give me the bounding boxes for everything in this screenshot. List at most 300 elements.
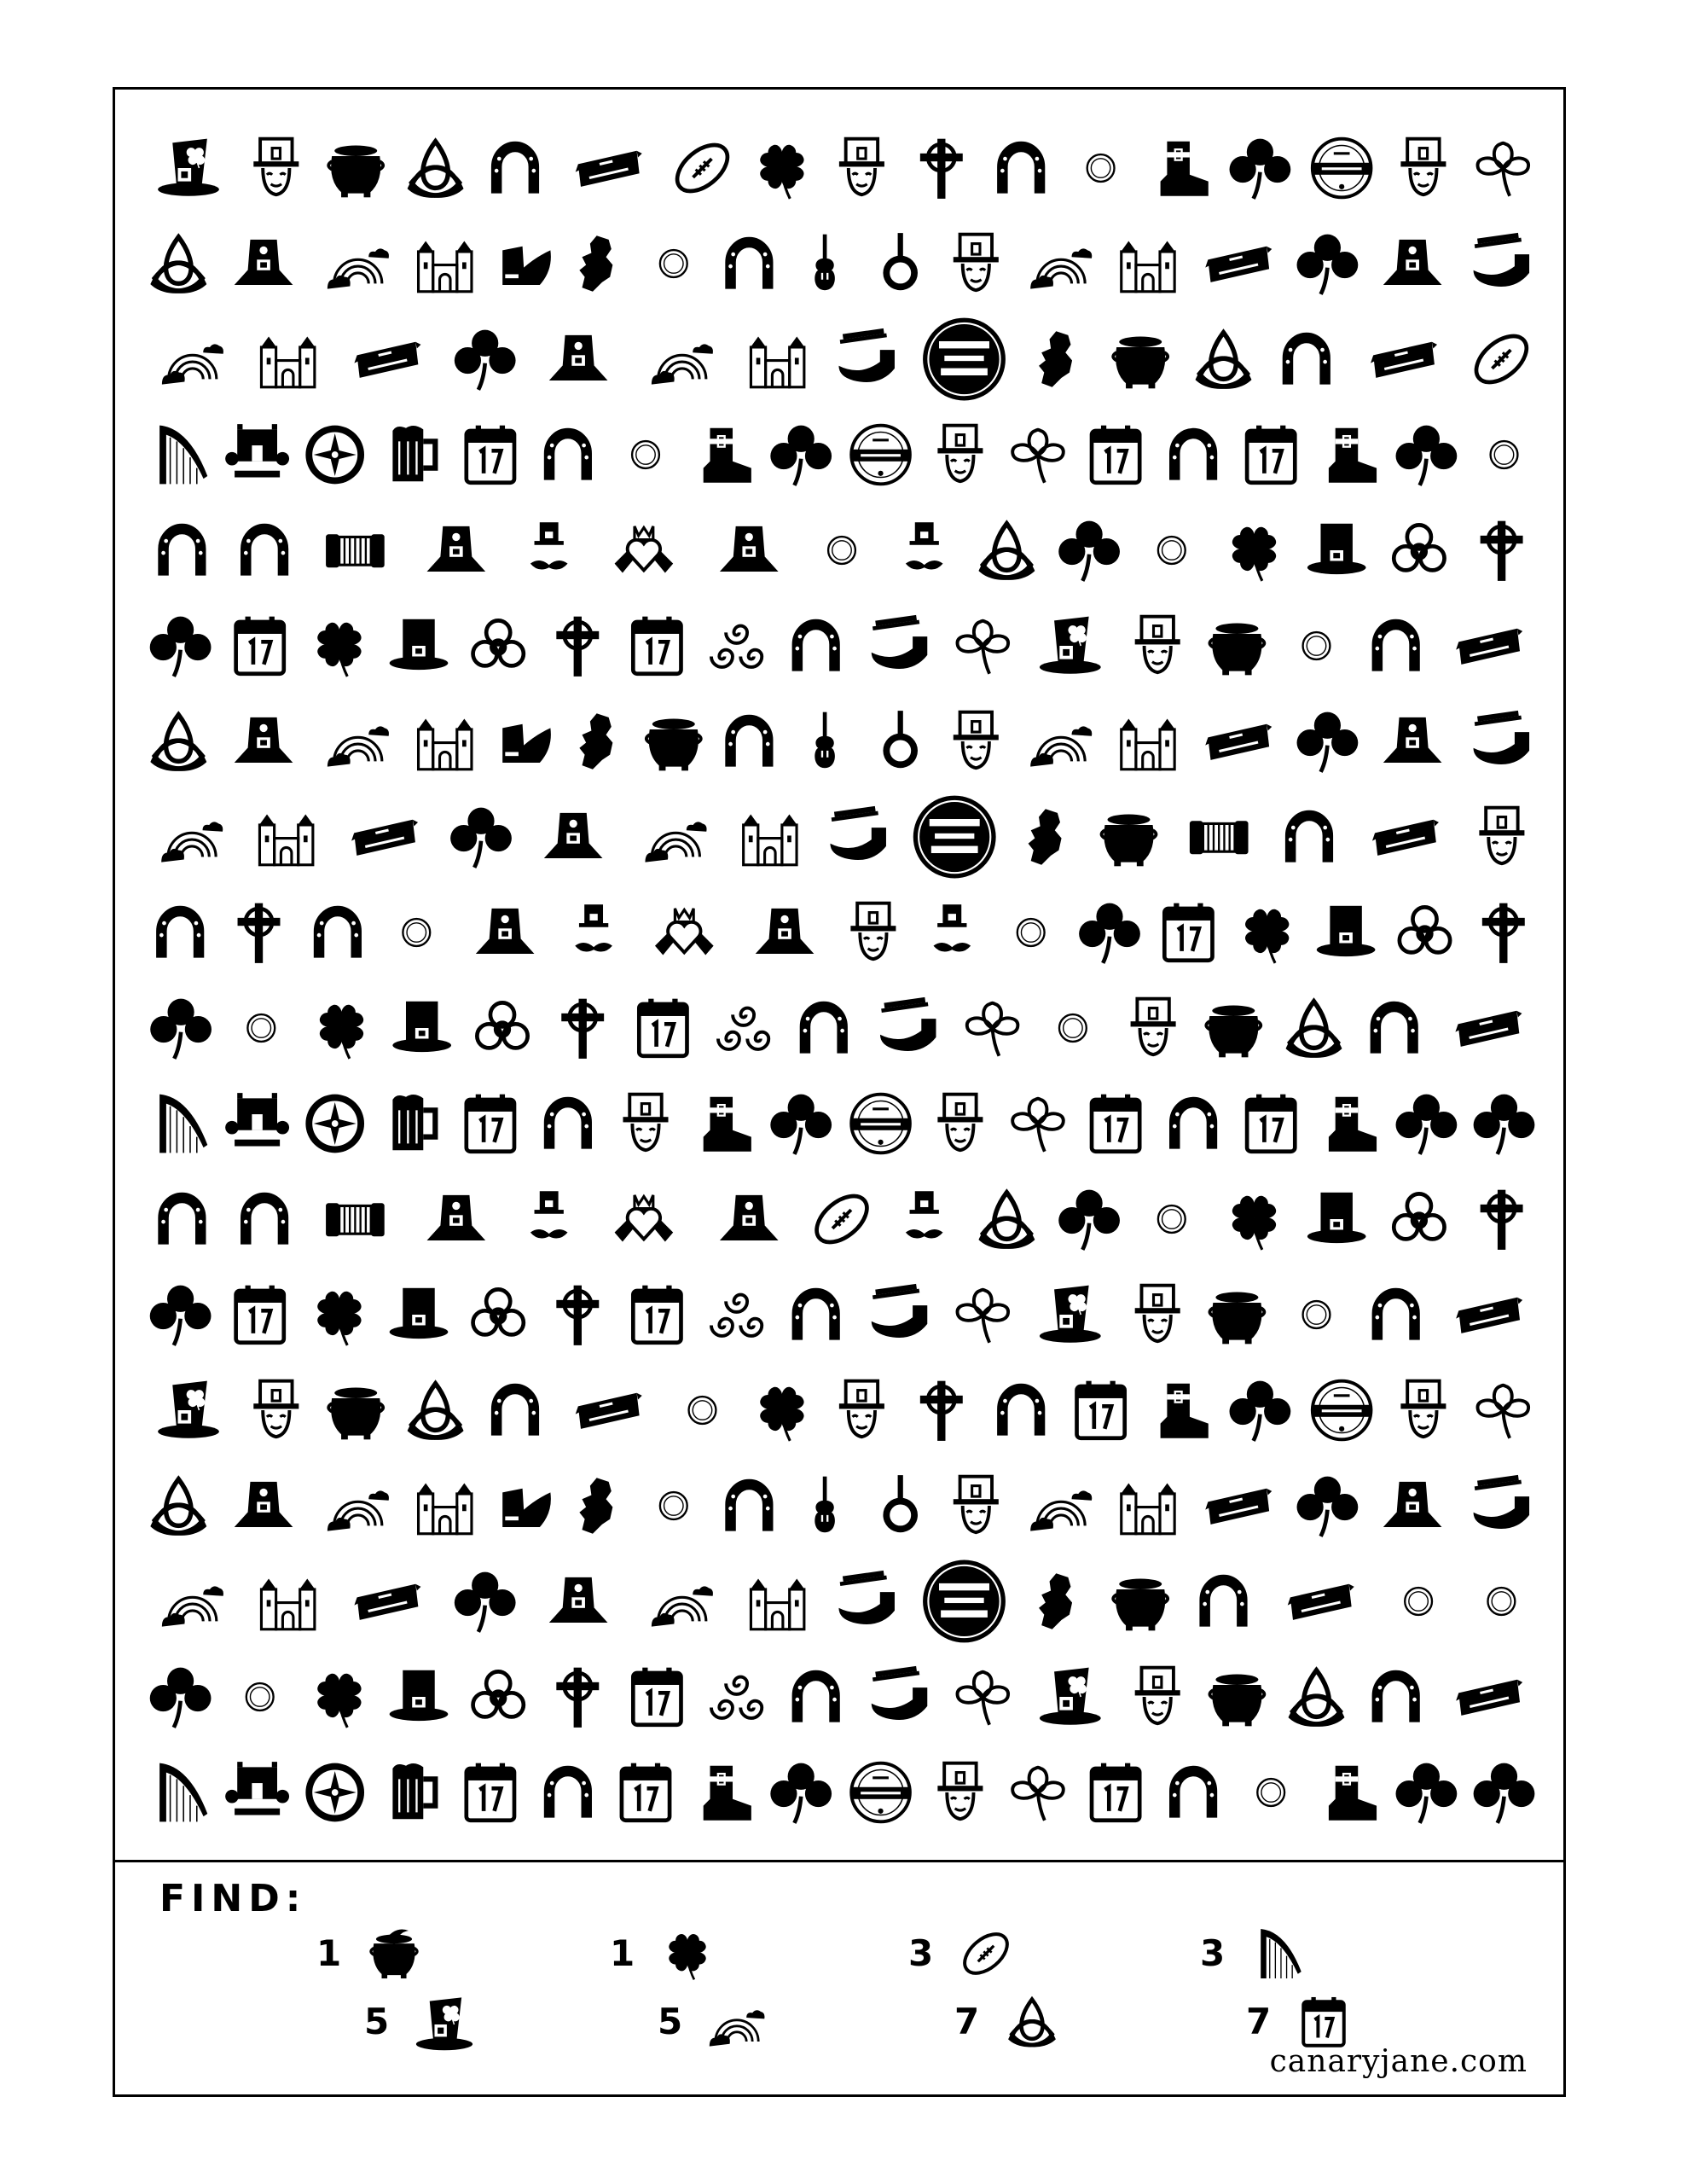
football-icon xyxy=(669,136,736,200)
shamrock-icon xyxy=(1474,1763,1535,1823)
banner-icon xyxy=(1372,820,1439,856)
shamrock-icon xyxy=(1297,1477,1359,1536)
leprechaun-face-icon xyxy=(253,139,299,195)
compass-icon xyxy=(305,1763,364,1822)
calendar-icon xyxy=(1092,1095,1139,1152)
calendar-icon xyxy=(639,999,687,1056)
horseshoe-icon xyxy=(1173,1771,1214,1818)
ring-icon xyxy=(1017,919,1045,946)
leprechaun-hat-icon xyxy=(1040,1286,1101,1343)
leprechaun-hat-icon xyxy=(158,1381,219,1438)
horseshoe-icon xyxy=(1376,1676,1417,1722)
horseshoe-icon xyxy=(159,911,200,958)
ring-icon xyxy=(660,250,687,277)
boot-icon xyxy=(1161,1384,1209,1438)
castle-icon xyxy=(750,336,806,386)
calendar-icon xyxy=(236,1286,284,1343)
shamrock-icon xyxy=(150,999,212,1059)
horseshoe-icon xyxy=(161,529,202,576)
banner-icon xyxy=(576,1393,642,1429)
ring-icon xyxy=(660,1492,687,1519)
horseshoe-icon xyxy=(1376,624,1417,671)
pipe-icon xyxy=(872,1284,928,1338)
pipe-icon xyxy=(880,997,936,1051)
hat-icon xyxy=(235,240,293,285)
leprechaun-face-icon xyxy=(937,1763,983,1820)
rainbow-icon xyxy=(328,726,389,766)
top-hat-icon xyxy=(1317,906,1376,956)
ring-icon xyxy=(632,441,659,468)
calendar-icon xyxy=(236,617,284,674)
four-leaf-clover-icon xyxy=(317,623,361,677)
pipe-icon xyxy=(872,615,928,669)
celtic-cross-icon xyxy=(556,1668,599,1728)
ring-icon xyxy=(828,537,855,564)
horseshoe-icon xyxy=(796,624,837,671)
find-count: 3 xyxy=(1200,1932,1226,1974)
pipe-icon xyxy=(1474,233,1530,287)
boot-icon xyxy=(704,1766,751,1821)
celtic-knot-icon xyxy=(1394,1194,1444,1239)
four-leaf-clover-icon xyxy=(1232,527,1276,581)
leprechaun-face-icon xyxy=(623,1095,668,1151)
calendar-icon xyxy=(1092,426,1139,483)
trinity-knot-icon xyxy=(1198,333,1249,386)
mustache-icon xyxy=(575,904,612,951)
shoe-icon xyxy=(502,724,551,763)
four-leaf-clover-icon xyxy=(1232,1196,1276,1250)
puzzle-frame xyxy=(113,87,1566,2097)
shamrock-icon xyxy=(455,1572,516,1632)
celtic-cross-icon xyxy=(561,999,604,1059)
find-count: 1 xyxy=(610,1932,635,1974)
fiddle-icon xyxy=(815,235,835,291)
pot-icon xyxy=(1209,1674,1264,1726)
shamrock-icon xyxy=(770,1763,832,1823)
boot-icon xyxy=(1329,1766,1377,1821)
badge-icon xyxy=(913,796,996,879)
four-leaf-clover-icon xyxy=(317,1674,361,1728)
find-count: 3 xyxy=(908,1932,934,1974)
stamp-icon xyxy=(1313,139,1371,198)
claddagh-icon xyxy=(615,526,674,573)
leprechaun-face-icon xyxy=(839,1381,884,1438)
triskele-icon xyxy=(711,1295,762,1336)
hat-icon xyxy=(720,1195,779,1240)
pipe-icon xyxy=(1474,1475,1530,1529)
rainbow-icon xyxy=(1030,726,1092,766)
harp-icon xyxy=(159,1095,207,1153)
horseshoe-icon xyxy=(728,720,769,767)
pot-icon xyxy=(1209,623,1264,675)
leprechaun-face-icon xyxy=(1135,617,1180,673)
celtic-cross-icon xyxy=(238,903,281,963)
rainbow-icon xyxy=(1030,248,1092,288)
rainbow-icon xyxy=(645,822,706,862)
ring-icon xyxy=(689,1397,716,1424)
shamrock-icon xyxy=(1474,1095,1535,1154)
boot-icon xyxy=(704,428,751,483)
football-icon xyxy=(958,1926,1014,1982)
ring-icon xyxy=(246,1683,274,1711)
find-count: 5 xyxy=(658,2001,683,2042)
celtic-knot-icon xyxy=(473,1289,524,1334)
hat-icon xyxy=(427,1195,486,1240)
pot-icon xyxy=(328,1387,383,1439)
leprechaun-face-icon xyxy=(954,235,999,291)
hat-icon xyxy=(235,717,293,763)
pot-icon xyxy=(1209,1292,1264,1344)
banjo-icon xyxy=(883,233,918,290)
rainbow-icon xyxy=(707,1994,767,2053)
hat-icon xyxy=(1383,240,1442,285)
leprechaun-face-icon xyxy=(253,1381,299,1438)
calendar-icon xyxy=(467,1095,514,1152)
four-leaf-clover-icon xyxy=(320,1005,363,1059)
leprechaun-face-icon xyxy=(954,712,999,769)
horseshoe-icon xyxy=(1286,338,1327,385)
banner-icon xyxy=(1205,1489,1272,1525)
find-count: 5 xyxy=(364,2001,390,2042)
castle-icon xyxy=(258,814,315,864)
compass-icon xyxy=(305,426,364,485)
top-hat-icon xyxy=(390,1670,449,1721)
shamrock-outline-icon xyxy=(1478,1385,1529,1438)
pot-of-gold-icon xyxy=(366,1926,422,1982)
mustache-icon xyxy=(530,1191,568,1238)
triskele-icon xyxy=(711,1677,762,1718)
find-divider xyxy=(115,1860,1563,1862)
four-leaf-clover-icon xyxy=(760,145,803,199)
stamp-icon xyxy=(851,1095,910,1153)
mustache-icon xyxy=(530,522,568,569)
horseshoe-icon xyxy=(1173,433,1214,480)
ireland-map-icon xyxy=(1039,1573,1072,1629)
rainbow-icon xyxy=(652,344,713,384)
castle-icon xyxy=(1120,241,1176,291)
top-hat-icon xyxy=(1307,1193,1366,1243)
shamrock-outline-icon xyxy=(967,1003,1018,1056)
trinity-knot-icon xyxy=(1004,1994,1060,2050)
horseshoe-icon xyxy=(548,1771,588,1818)
castle-icon xyxy=(417,718,473,769)
boot-icon xyxy=(1329,428,1377,483)
top-hat-icon xyxy=(1307,524,1366,574)
castle-icon xyxy=(260,1578,316,1629)
leprechaun-face-icon xyxy=(1400,1381,1446,1438)
ireland-map-icon xyxy=(579,713,612,770)
leprechaun-face-icon xyxy=(1135,1286,1180,1342)
leprechaun-face-icon xyxy=(1479,808,1524,864)
trinity-knot-icon xyxy=(410,1384,461,1438)
banjo-icon xyxy=(883,1475,918,1532)
leprechaun-face-icon xyxy=(954,1477,999,1533)
shamrock-icon xyxy=(1297,235,1359,294)
shamrock-icon xyxy=(455,330,516,390)
accordion-icon xyxy=(326,1203,385,1236)
football-icon xyxy=(809,1187,876,1251)
castle-icon xyxy=(417,241,473,291)
leprechaun-face-icon xyxy=(1131,999,1176,1055)
shamrock-icon xyxy=(1297,712,1359,772)
pipe-icon xyxy=(830,806,886,860)
rainbow-icon xyxy=(1030,1490,1092,1531)
calendar-icon xyxy=(1164,903,1212,961)
hat-icon xyxy=(544,813,603,858)
claddagh-icon xyxy=(655,909,714,956)
castle-crest-icon xyxy=(225,424,289,477)
horseshoe-icon xyxy=(1203,1580,1244,1627)
banner-icon xyxy=(1455,1011,1522,1047)
ring-icon xyxy=(247,1014,275,1042)
hat-icon xyxy=(476,909,535,954)
celtic-cross-icon xyxy=(556,1286,599,1345)
ireland-map-icon xyxy=(1039,331,1072,387)
horseshoe-icon xyxy=(161,1198,202,1245)
four-leaf-clover-icon xyxy=(760,1387,803,1441)
calendar-icon xyxy=(467,426,514,483)
beer-icon xyxy=(392,1763,435,1819)
castle-crest-icon xyxy=(225,1093,289,1146)
shamrock-icon xyxy=(150,1668,212,1728)
mustache-icon xyxy=(933,904,971,951)
shamrock-outline-icon xyxy=(958,1290,1009,1343)
horseshoe-icon xyxy=(1376,1293,1417,1340)
pot-icon xyxy=(646,718,701,770)
trinity-knot-icon xyxy=(982,524,1032,578)
leprechaun-face-icon xyxy=(839,139,884,195)
leprechaun-hat-icon xyxy=(414,1994,475,2055)
shamrock-icon xyxy=(1396,1763,1458,1823)
ring-icon xyxy=(1303,1301,1330,1328)
ring-icon xyxy=(1491,441,1518,468)
celtic-cross-icon xyxy=(556,617,599,677)
puzzle-grid xyxy=(115,90,1568,1856)
pipe-icon xyxy=(1474,711,1530,764)
horseshoe-icon xyxy=(1173,1102,1214,1149)
horseshoe-icon xyxy=(495,1389,536,1436)
banner-icon xyxy=(1288,1584,1354,1620)
harp-icon xyxy=(1249,1926,1306,1982)
hat-icon xyxy=(756,909,815,954)
ireland-map-icon xyxy=(1029,809,1062,865)
pot-icon xyxy=(328,145,383,197)
hat-icon xyxy=(427,526,486,572)
ring-icon xyxy=(1405,1588,1432,1615)
puzzle-grid-canvas xyxy=(115,90,1568,1856)
stamp-icon xyxy=(851,426,910,485)
celtic-knot-icon xyxy=(473,1671,524,1716)
claddagh-icon xyxy=(615,1195,674,1242)
shamrock-outline-icon xyxy=(1012,1768,1064,1821)
leprechaun-face-icon xyxy=(1135,1668,1180,1724)
stamp-icon xyxy=(1313,1381,1371,1440)
shamrock-outline-icon xyxy=(1478,143,1529,196)
shamrock-icon xyxy=(450,808,512,868)
find-count: 7 xyxy=(1246,2001,1272,2042)
castle-icon xyxy=(750,1578,806,1629)
ring-icon xyxy=(1303,632,1330,659)
banner-icon xyxy=(1371,342,1437,378)
fiddle-icon xyxy=(815,1477,835,1533)
banner-icon xyxy=(1456,1298,1522,1333)
horseshoe-icon xyxy=(548,1102,588,1149)
leprechaun-face-icon xyxy=(850,903,896,960)
calendar-icon xyxy=(633,1286,681,1343)
celtic-knot-icon xyxy=(1394,525,1444,570)
horseshoe-icon xyxy=(1000,1389,1041,1436)
shamrock-outline-icon xyxy=(1012,430,1064,483)
calendar-icon xyxy=(633,617,681,674)
trinity-knot-icon xyxy=(1289,1002,1339,1055)
calendar-icon xyxy=(467,1763,514,1821)
shamrock-icon xyxy=(1058,521,1120,581)
shamrock-outline-icon xyxy=(1012,1099,1064,1152)
four-leaf-clover-icon xyxy=(659,1926,716,1982)
accordion-icon xyxy=(326,534,385,567)
shamrock-icon xyxy=(1230,1381,1291,1441)
site-name: canaryjane.com xyxy=(1269,2044,1528,2079)
compass-icon xyxy=(305,1095,364,1153)
castle-icon xyxy=(417,1483,473,1533)
trinity-knot-icon xyxy=(1291,1670,1342,1724)
pot-icon xyxy=(1113,1578,1168,1630)
find-count: 7 xyxy=(954,2001,980,2042)
harp-icon xyxy=(159,426,207,485)
pot-icon xyxy=(1113,336,1168,388)
find-label: FIND: xyxy=(159,1877,307,1920)
hat-icon xyxy=(235,1482,293,1527)
banner-icon xyxy=(1456,629,1522,665)
four-leaf-clover-icon xyxy=(317,1292,361,1345)
calendar-icon xyxy=(1247,1095,1295,1152)
shamrock-outline-icon xyxy=(958,621,1009,674)
hat-icon xyxy=(549,335,608,380)
beer-icon xyxy=(392,1095,435,1150)
calendar-icon xyxy=(1247,426,1295,483)
leprechaun-hat-icon xyxy=(158,139,219,196)
ring-icon xyxy=(1257,1779,1284,1806)
hat-icon xyxy=(1383,717,1442,763)
pot-icon xyxy=(1206,1005,1261,1057)
ring-icon xyxy=(1487,1588,1515,1615)
horseshoe-icon xyxy=(796,1676,837,1722)
shamrock-icon xyxy=(1396,1095,1458,1154)
top-hat-icon xyxy=(392,1002,451,1052)
hat-icon xyxy=(720,526,779,572)
calendar-17-march-icon xyxy=(1296,1994,1352,2050)
celtic-knot-icon xyxy=(477,1002,527,1048)
castle-icon xyxy=(260,336,316,386)
leprechaun-hat-icon xyxy=(1040,617,1101,674)
shamrock-icon xyxy=(1396,426,1458,485)
horseshoe-icon xyxy=(1289,816,1330,863)
shamrock-icon xyxy=(150,1286,212,1345)
top-hat-icon xyxy=(390,619,449,670)
castle-icon xyxy=(742,814,798,864)
rainbow-icon xyxy=(328,1490,389,1531)
harp-icon xyxy=(159,1763,207,1822)
rainbow-icon xyxy=(328,248,389,288)
leprechaun-hat-icon xyxy=(1040,1668,1101,1725)
calendar-icon xyxy=(622,1763,670,1821)
calendar-icon xyxy=(633,1668,681,1725)
horseshoe-icon xyxy=(495,147,536,194)
shoe-icon xyxy=(502,1489,551,1527)
banner-icon xyxy=(351,820,418,856)
trinity-knot-icon xyxy=(154,1479,204,1533)
triskele-icon xyxy=(711,626,762,667)
boot-icon xyxy=(704,1097,751,1152)
shoe-icon xyxy=(502,247,551,285)
top-hat-icon xyxy=(390,1288,449,1339)
beer-icon xyxy=(392,426,435,481)
banner-icon xyxy=(354,1584,420,1620)
triskele-icon xyxy=(718,1008,768,1049)
castle-crest-icon xyxy=(225,1762,289,1815)
accordion-icon xyxy=(1190,821,1249,854)
horseshoe-icon xyxy=(1000,147,1041,194)
trinity-knot-icon xyxy=(154,715,204,769)
ireland-map-icon xyxy=(579,1478,612,1534)
shamrock-outline-icon xyxy=(958,1672,1009,1725)
celtic-cross-icon xyxy=(1481,1190,1523,1250)
fiddle-icon xyxy=(815,712,835,769)
castle-icon xyxy=(1120,1483,1176,1533)
pot-icon xyxy=(1102,814,1157,866)
castle-icon xyxy=(1120,718,1176,769)
shamrock-icon xyxy=(770,1095,832,1154)
shamrock-icon xyxy=(1058,1190,1120,1250)
celtic-cross-icon xyxy=(1481,521,1523,581)
hat-icon xyxy=(1383,1482,1442,1527)
shamrock-icon xyxy=(770,426,832,485)
celtic-cross-icon xyxy=(920,1381,963,1441)
shamrock-icon xyxy=(1079,903,1140,963)
mustache-icon xyxy=(906,522,943,569)
celtic-cross-icon xyxy=(1482,903,1525,963)
badge-icon xyxy=(923,1560,1006,1643)
horseshoe-icon xyxy=(548,433,588,480)
banner-icon xyxy=(576,151,642,187)
shamrock-icon xyxy=(1230,139,1291,199)
ireland-map-icon xyxy=(579,235,612,292)
pipe-icon xyxy=(838,328,895,382)
celtic-knot-icon xyxy=(473,620,524,665)
horseshoe-icon xyxy=(244,1198,285,1245)
pipe-icon xyxy=(872,1666,928,1720)
boot-icon xyxy=(1329,1097,1377,1152)
banner-icon xyxy=(1205,724,1272,760)
four-leaf-clover-icon xyxy=(1245,909,1289,963)
celtic-knot-icon xyxy=(1400,907,1450,952)
ring-icon xyxy=(1087,154,1115,182)
horseshoe-icon xyxy=(728,242,769,289)
banner-icon xyxy=(1205,247,1272,282)
trinity-knot-icon xyxy=(982,1193,1032,1246)
hat-icon xyxy=(549,1577,608,1623)
ring-icon xyxy=(1158,1205,1186,1233)
rainbow-icon xyxy=(161,822,223,862)
find-count: 1 xyxy=(316,1932,342,1974)
rainbow-icon xyxy=(162,344,223,384)
football-icon xyxy=(1468,327,1535,391)
banner-icon xyxy=(354,342,420,378)
horseshoe-icon xyxy=(317,911,358,958)
ring-icon xyxy=(403,919,430,946)
horseshoe-icon xyxy=(244,529,285,576)
leprechaun-face-icon xyxy=(937,426,983,482)
